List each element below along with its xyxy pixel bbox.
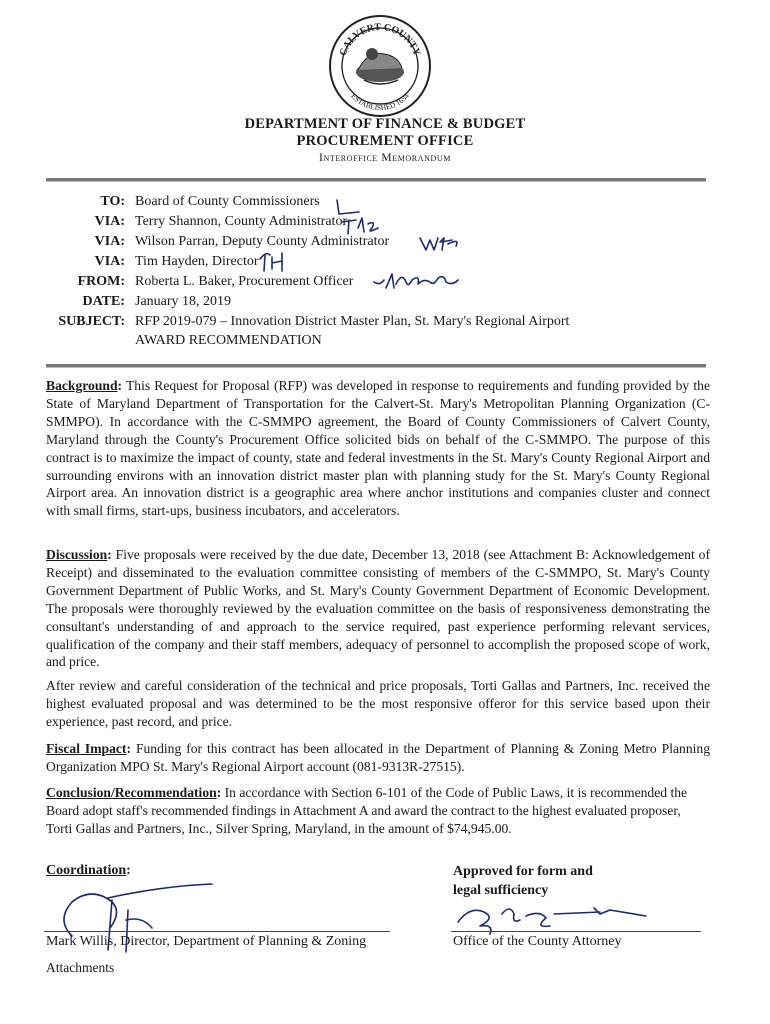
parran-initials-signature [418,232,462,256]
via3-value: Tim Hayden, Director [135,254,259,269]
via-label: VIA: [94,214,125,229]
via-label: VIA: [94,254,125,269]
header-divider [46,178,706,181]
memo-subject-row [40,314,569,334]
memo-subject-line2 [135,333,322,353]
attachments-label: Attachments [46,960,115,975]
conclusion-paragraph: Conclusion/Recommendation: In accordance with Section 6-101 of the Code of Public Laws, it is recommended the Board adopt staff's recommended findings in Attachment A and award the contract to the highest evaluated proposer, Torti Gallas and Partners, Inc., Silver Spring, Maryland, in the amount of $74,945.00. [46,785,688,836]
coordination-heading: Coordination [46,863,127,878]
discussion-paragraph: Discussion: Five proposals were received by the due date, December 13, 2018 (see Attachment B: Acknowledgement of Receipt) and disseminated to the evaluation committee consisting of members of the C-SMMPO, St. Mary's County Government Department of Public Works, and St. Mary's County Government Department of Economic Development. The proposals were thoroughly reviewed by the evaluation committee on the basis of responsiveness demonstrating the consultant's understanding of and approach to the service required, past experience performing relevant services, qualification of the company and their staff members, adequacy of personnel to accomplish the proposed scope of work, and price. [46,547,710,670]
from-value: Roberta L. Baker, Procurement Officer [135,274,354,289]
seal-bottom-text: ESTABLISHED 1654 [349,91,411,113]
review-paragraph [46,677,710,731]
coordination-block: Coordination: [46,863,131,878]
subject-label: SUBJECT: [58,314,125,329]
conclusion-heading: Conclusion/Recommendation [46,785,217,800]
background-paragraph: Background: This Request for Proposal (RFP) was developed in response to requirements and funding provided by the State of Maryland Department of Transportation for the Calvert-St. Mary's Metropolitan Planning Organization (C-SMMPO). In accordance with the C-SMMPO agreement, the Board of County Commissioners of Calvert County, Maryland through the County's Procurement Office solicited bids on behalf of the C-SMMPO. The purpose of this contract is to maximize the impact of county, state and federal investments in the St. Mary's County Regional Airport and surrounding environs with an innovation district master plan with planning study for the St. Mary's County Regional Airport area. An innovation district is a geographic area where anchor institutions and companies cluster and connect with small firms, start-ups, business incubators, and accelerators. [46,378,710,519]
via2-value: Wilson Parran, Deputy County Administrator [135,234,390,249]
background-text: This Request for Proposal (RFP) was developed in response to requirements and funding provided by the State of Maryland Department of Transportation for the Calvert-St. Mary's Metropolitan Planning Organization (C-SMMPO). In accordance with the C-SMMPO agreement, the Board of County Commissioners of Calvert County, Maryland through the County's Procurement Office solicited bids on behalf of the C-SMMPO. The purpose of this contract is to maximize the impact of county, state and federal investments in the St. Mary's County Regional Airport and surrounding environs with an innovation district master plan with planning study for the St. Mary's County Regional Airport area. An innovation district is a geographic area where anchor institutions and companies cluster and connect with small firms, start-ups, business incubators, and accelerators. [46,378,710,519]
subject-value-2: AWARD RECOMMENDATION [135,333,322,348]
memo-via1-row [40,214,347,234]
via-label: VIA: [94,234,125,249]
fiscal-heading: Fiscal Impact [46,741,127,756]
hayden-initials-signature [256,249,292,275]
baker-signature [372,270,462,296]
shannon-initials-signature [340,214,384,238]
right-signature-line [451,931,701,932]
date-label: DATE: [82,294,125,309]
via1-value: Terry Shannon, County Administrator [135,214,348,229]
memo-to-row [40,194,320,214]
conclusion-text: In accordance with Section 6-101 of the Code of Public Laws, it is recommended the Board adopt staff's recommended findings in Attachment A and award the contract to the highest evaluated proposer, Torti Gallas and Partners, Inc., Silver Spring, Maryland, in the amount of $74,945.00. [46,785,688,836]
left-signature-line [44,931,390,932]
date-value: January 18, 2019 [135,294,232,309]
fiscal-text: Funding for this contract has been allocated in the Department of Planning & Zoning Metro Planning Organization MPO St. Mary's Regional Airport account (081-9313R-27515). [46,741,710,774]
discussion-heading: Discussion [46,547,108,562]
approved-block [453,862,593,900]
from-label: FROM: [77,274,125,289]
to-value: Board of County Commissioners [135,194,320,209]
to-label: TO: [100,194,125,209]
review-text: After review and careful consideration of the technical and price proposals, Torti Gallas and Partners, Inc. received the highest evaluated proposal and was determined to be the most responsive offeror for this service based upon their experience, past record, and price. [46,678,710,729]
approved-line-1: Approved for form and [453,864,593,879]
county-seal [328,14,432,118]
memo-from-row [40,274,353,294]
background-heading: Background [46,378,118,393]
fiscal-paragraph: Fiscal Impact: Funding for this contract has been allocated in the Department of Planning & Zoning Metro Planning Organization MPO St. Mary's Regional Airport account (081-9313R-27515). [46,741,710,774]
left-signatory: Mark Willis, Director, Department of Planning & Zoning [46,934,367,949]
subject-value: RFP 2019-079 – Innovation District Master Plan, St. Mary's Regional Airport [135,314,570,329]
department-title: DEPARTMENT OF FINANCE & BUDGET [244,116,526,132]
office-title: PROCUREMENT OFFICE [296,133,474,149]
seal-top-text: CALVERT COUNTY [337,21,423,58]
memo-date-row [40,294,231,314]
memo-via2-row [40,234,389,254]
right-signatory: Office of the County Attorney [453,934,622,949]
memo-via3-row [40,254,259,274]
discussion-text: Five proposals were received by the due date, December 13, 2018 (see Attachment B: Acknowledgement of Receipt) and disseminated to the evaluation committee consisting of members of the C-SMMPO, St. Mary's County Government Department of Public Works, and St. Mary's County Government Department of Economic Development. The proposals were thoroughly reviewed by the evaluation committee on the basis of responsiveness demonstrating the consultant's understanding of and approach to the service required, past experience performing relevant services, qualification of the company and their staff members, adequacy of personnel to accomplish the proposed scope of work, and price. [46,547,710,670]
approved-line-2: legal sufficiency [453,883,549,898]
memo-type: Interoffice Memorandum [319,152,451,164]
memo-divider [46,364,706,367]
